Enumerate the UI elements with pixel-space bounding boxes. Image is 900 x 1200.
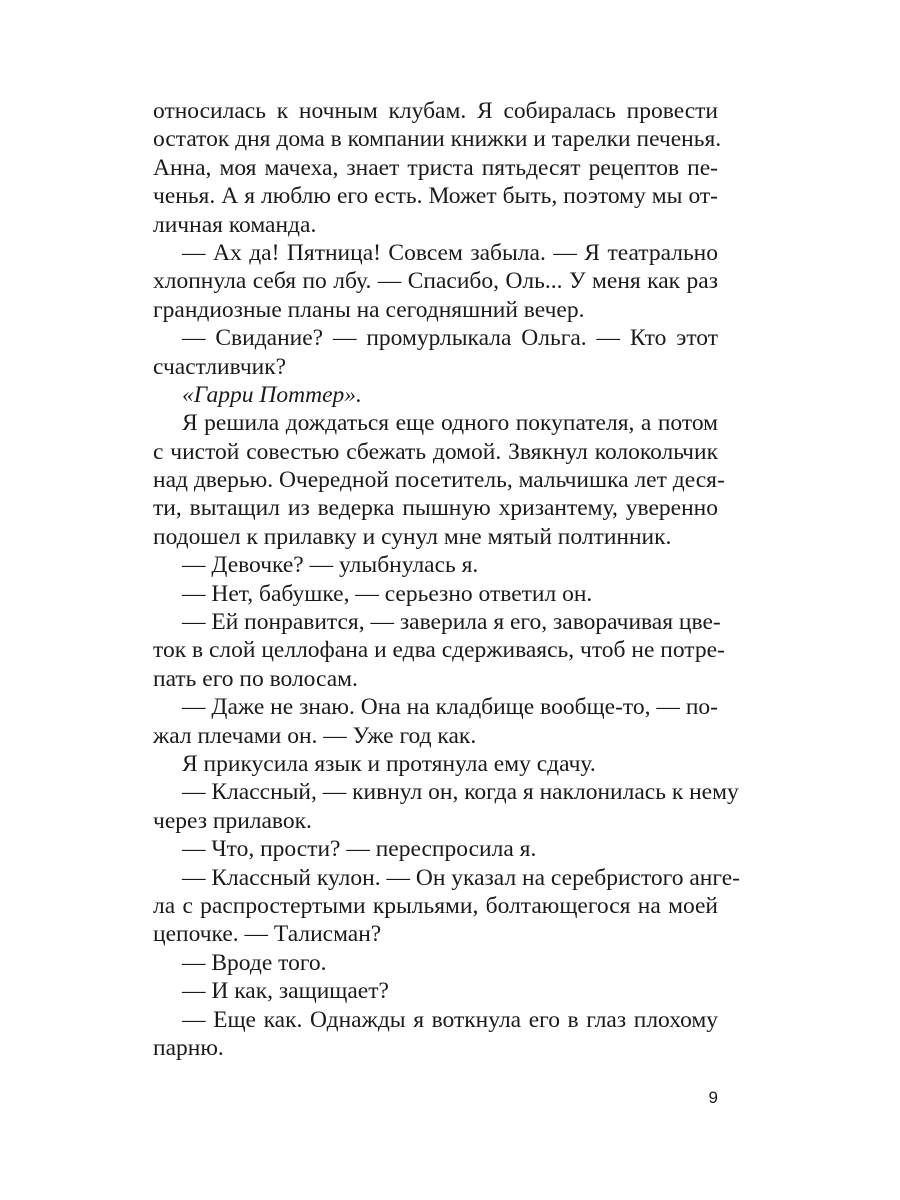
text-line: Я решила дождаться еще одного покупателя, а потом (182, 410, 718, 437)
text-line: — Классный кулон. — Он указал на серебристого анге- (182, 864, 740, 891)
text-line: Я прикусила язык и протянула ему сдачу. (182, 750, 596, 777)
text-line: над дверью. Очередной посетитель, мальчишка лет деся- (153, 467, 725, 494)
text-line: — Ах да! Пятница! Совсем забыла. — Я театрально (182, 239, 718, 266)
text-line: — Нет, бабушке, — серьезно ответил он. (182, 580, 593, 607)
text-line: — Свидание? — промурлыкала Ольга. — Кто этот (182, 325, 718, 352)
text-line: остаток дня дома в компании книжки и тарелки печенья. (153, 126, 722, 153)
text-line: подошел к прилавку и сунул мне мятый полтинник. (153, 523, 672, 550)
text-line: — Классный, — кивнул он, когда я наклонилась к нему (182, 779, 739, 806)
text-line: счастливчик? (153, 353, 287, 380)
page-number: 9 (708, 1088, 718, 1107)
text-line: личная команда. (153, 211, 317, 238)
text-line: парню. (153, 1034, 224, 1061)
text-line: — Девочке? — улыбнулась я. (182, 552, 479, 579)
text-line: жал плечами он. — Уже год как. (153, 722, 477, 749)
text-line: ти, вытащил из ведерка пышную хризантему, уверенно (153, 495, 718, 522)
text-line: ла с распростертыми крыльями, болтающегося на моей (153, 892, 718, 919)
text-line: цепочке. — Талисман? (153, 921, 382, 948)
text-line: ток в слой целлофана и едва сдерживаясь, чтоб не потре- (153, 637, 725, 664)
text-line: — Еще как. Однажды я воткнула его в глаз плохому (182, 1006, 718, 1033)
text-line: грандиозные планы на сегодняшний вечер. (153, 296, 585, 323)
text-line: пать его по волосам. (153, 665, 358, 692)
text-line: — Что, прости? — переспросила я. (182, 836, 537, 863)
text-line: — И как, защищает? (182, 978, 389, 1005)
text-line: — Ей понравится, — заверила я его, заворачивая цве- (182, 609, 721, 636)
text-line: относилась к ночным клубам. Я собиралась провести (153, 98, 718, 124)
book-page-text (153, 97, 740, 1062)
text-line: ченья. А я люблю его есть. Может быть, поэтому мы от- (153, 183, 718, 210)
text-line: «Гарри Поттер». (182, 381, 362, 408)
text-line: с чистой совестью сбежать домой. Звякнул колокольчик (153, 438, 718, 465)
text-line: — Вроде того. (182, 949, 327, 976)
text-line: хлопнула себя по лбу. — Спасибо, Оль... У меня как раз (153, 268, 718, 295)
text-line: Анна, моя мачеха, знает триста пятьдесят рецептов пе- (153, 154, 718, 181)
text-line: — Даже не знаю. Она на кладбище вообще-то, — по- (182, 694, 718, 721)
text-line: через прилавок. (153, 807, 312, 834)
